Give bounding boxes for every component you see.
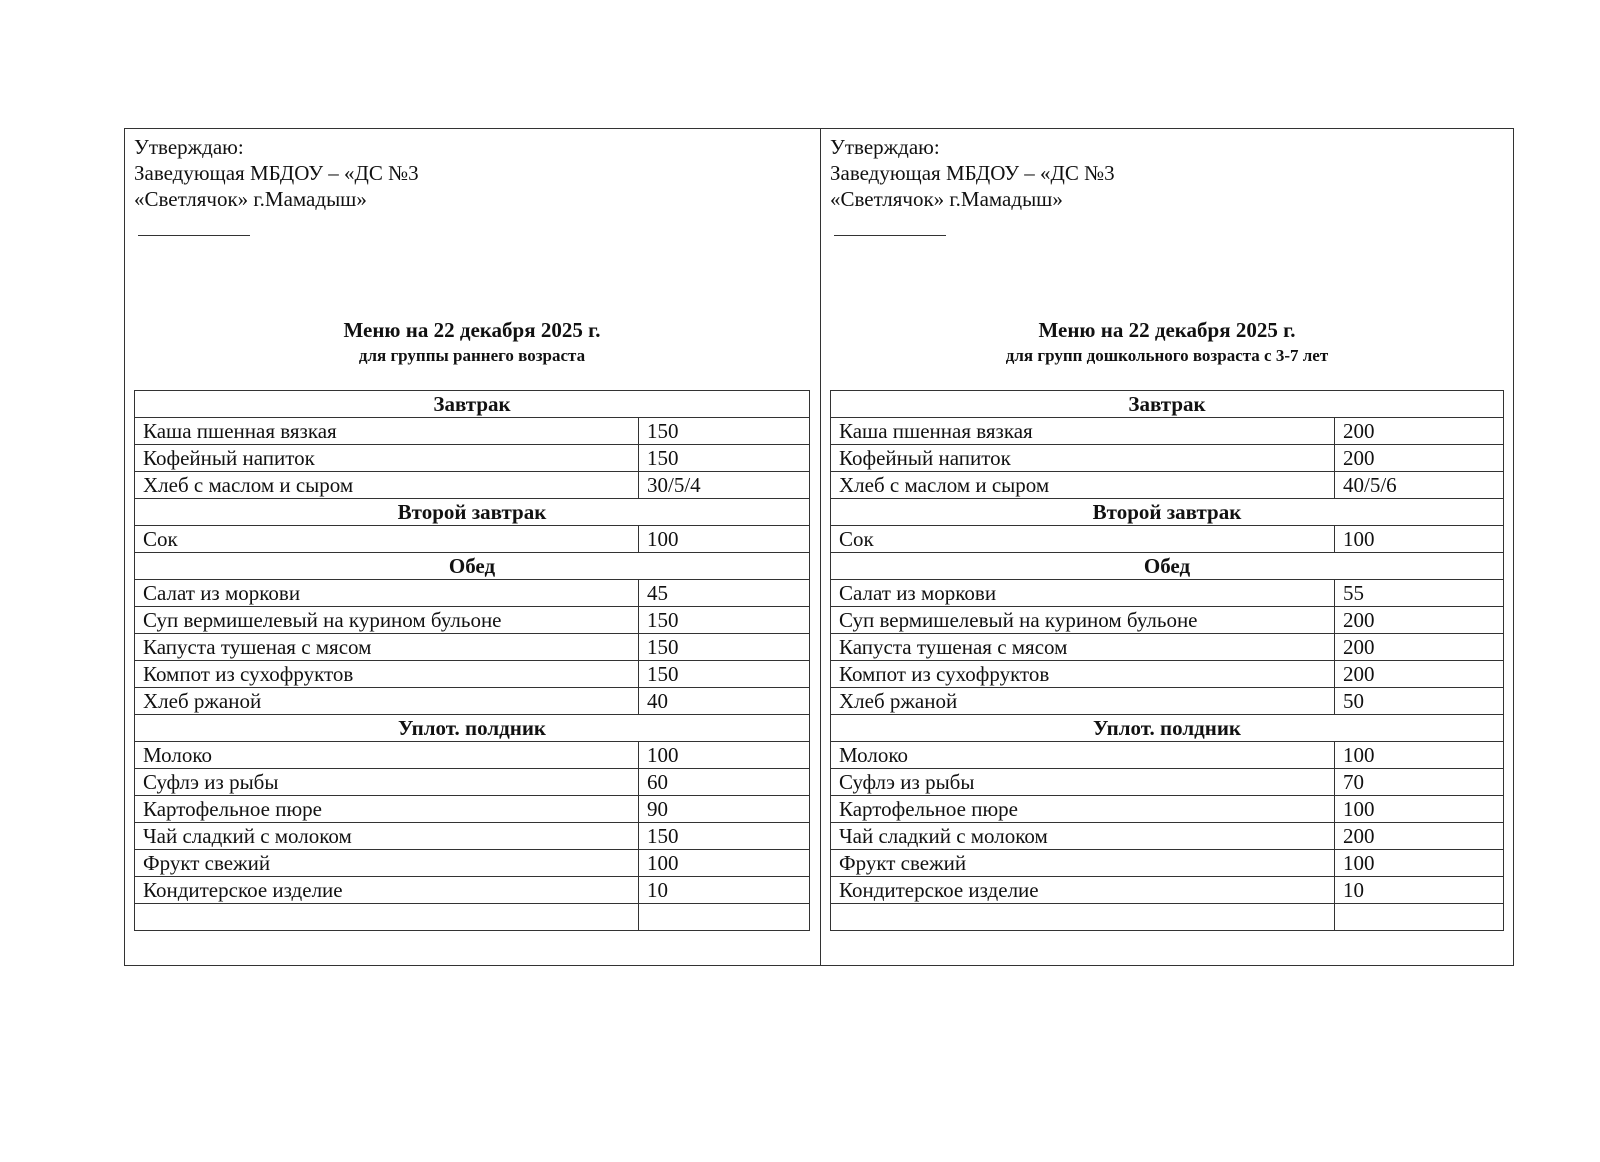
section-title: Завтрак	[831, 391, 1504, 418]
portion-value: 60	[639, 769, 810, 796]
table-row	[831, 661, 1504, 688]
portion-value: 100	[639, 742, 810, 769]
dish-name: Кондитерское изделие	[135, 877, 639, 904]
dish-name: Кондитерское изделие	[831, 877, 1335, 904]
dish-name: Каша пшенная вязкая	[831, 418, 1335, 445]
table-row	[135, 661, 810, 688]
approval-line: Заведующая МБДОУ – «ДС №3	[134, 161, 419, 185]
table-row	[831, 607, 1504, 634]
menu-table	[830, 390, 1504, 931]
section-header-row	[831, 391, 1504, 418]
table-row	[135, 634, 810, 661]
table-row	[135, 526, 810, 553]
table-row	[831, 445, 1504, 472]
portion-value: 55	[1335, 580, 1504, 607]
portion-value: 150	[639, 418, 810, 445]
portion-value: 100	[1335, 526, 1504, 553]
portion-value: 100	[639, 850, 810, 877]
dish-name: Молоко	[135, 742, 639, 769]
table-row	[831, 472, 1504, 499]
dish-name: Компот из сухофруктов	[831, 661, 1335, 688]
portion-value: 100	[1335, 742, 1504, 769]
portion-value: 200	[1335, 634, 1504, 661]
dish-name: Суфлэ из рыбы	[135, 769, 639, 796]
approval-line: Утверждаю:	[134, 135, 244, 159]
dish-name	[831, 904, 1335, 931]
dish-name: Фрукт свежий	[135, 850, 639, 877]
portion-value: 200	[1335, 418, 1504, 445]
portion-value: 150	[639, 445, 810, 472]
section-header-row	[831, 553, 1504, 580]
table-row	[135, 418, 810, 445]
portion-value: 30/5/4	[639, 472, 810, 499]
portion-value: 40	[639, 688, 810, 715]
table-row	[831, 418, 1504, 445]
portion-value: 100	[639, 526, 810, 553]
dish-name: Молоко	[831, 742, 1335, 769]
portion-value: 90	[639, 796, 810, 823]
dish-name: Сок	[831, 526, 1335, 553]
section-header-row	[135, 391, 810, 418]
dish-name: Картофельное пюре	[135, 796, 639, 823]
table-row	[135, 607, 810, 634]
dish-name: Компот из сухофруктов	[135, 661, 639, 688]
table-row	[135, 769, 810, 796]
portion-value: 10	[639, 877, 810, 904]
section-header-row	[135, 499, 810, 526]
section-header-row	[135, 553, 810, 580]
approval-line: Заведующая МБДОУ – «ДС №3	[830, 161, 1115, 185]
table-row	[135, 580, 810, 607]
panel-divider	[820, 128, 821, 966]
menu-title: Меню на 22 декабря 2025 г.	[1038, 318, 1296, 342]
section-title: Второй завтрак	[135, 499, 810, 526]
portion-value	[639, 904, 810, 931]
menu-subtitle: для групп дошкольного возраста с 3-7 лет	[1005, 346, 1329, 365]
dish-name: Салат из моркови	[135, 580, 639, 607]
portion-value: 45	[639, 580, 810, 607]
portion-value: 70	[1335, 769, 1504, 796]
table-row	[135, 742, 810, 769]
section-header-row	[831, 715, 1504, 742]
table-row	[831, 877, 1504, 904]
approval-block	[830, 134, 1115, 212]
section-header-row	[831, 499, 1504, 526]
portion-value: 150	[639, 661, 810, 688]
section-title: Завтрак	[135, 391, 810, 418]
dish-name	[135, 904, 639, 931]
dish-name: Суфлэ из рыбы	[831, 769, 1335, 796]
dish-name: Кофейный напиток	[831, 445, 1335, 472]
dish-name: Кофейный напиток	[135, 445, 639, 472]
portion-value: 40/5/6	[1335, 472, 1504, 499]
portion-value: 200	[1335, 661, 1504, 688]
table-row	[135, 796, 810, 823]
section-title: Обед	[135, 553, 810, 580]
portion-value: 100	[1335, 850, 1504, 877]
signature-line	[834, 235, 946, 236]
approval-line: «Светлячок» г.Мамадыш»	[134, 187, 367, 211]
table-row	[135, 823, 810, 850]
approval-line: «Светлячок» г.Мамадыш»	[830, 187, 1063, 211]
dish-name: Каша пшенная вязкая	[135, 418, 639, 445]
dish-name: Сок	[135, 526, 639, 553]
dish-name: Картофельное пюре	[831, 796, 1335, 823]
portion-value: 150	[639, 607, 810, 634]
table-row	[831, 823, 1504, 850]
approval-line: Утверждаю:	[830, 135, 940, 159]
table-row	[135, 445, 810, 472]
section-title: Второй завтрак	[831, 499, 1504, 526]
signature-line	[138, 235, 250, 236]
table-row	[135, 904, 810, 931]
menu-subtitle: для группы раннего возраста	[358, 346, 586, 365]
table-row	[135, 688, 810, 715]
table-row	[135, 850, 810, 877]
menu-table	[134, 390, 810, 931]
dish-name: Капуста тушеная с мясом	[831, 634, 1335, 661]
menu-title: Меню на 22 декабря 2025 г.	[343, 318, 601, 342]
dish-name: Чай сладкий с молоком	[135, 823, 639, 850]
dish-name: Хлеб с маслом и сыром	[831, 472, 1335, 499]
portion-value: 150	[639, 823, 810, 850]
portion-value	[1335, 904, 1504, 931]
table-row	[831, 769, 1504, 796]
section-title: Уплот. полдник	[831, 715, 1504, 742]
table-row	[831, 796, 1504, 823]
section-header-row	[135, 715, 810, 742]
dish-name: Чай сладкий с молоком	[831, 823, 1335, 850]
table-row	[831, 580, 1504, 607]
portion-value: 10	[1335, 877, 1504, 904]
dish-name: Хлеб ржаной	[135, 688, 639, 715]
portion-value: 150	[639, 634, 810, 661]
dish-name: Хлеб с маслом и сыром	[135, 472, 639, 499]
dish-name: Капуста тушеная с мясом	[135, 634, 639, 661]
dish-name: Салат из моркови	[831, 580, 1335, 607]
table-row	[831, 904, 1504, 931]
dish-name: Суп вермишелевый на курином бульоне	[135, 607, 639, 634]
portion-value: 200	[1335, 445, 1504, 472]
dish-name: Фрукт свежий	[831, 850, 1335, 877]
portion-value: 200	[1335, 823, 1504, 850]
table-row	[831, 526, 1504, 553]
portion-value: 200	[1335, 607, 1504, 634]
table-row	[831, 850, 1504, 877]
dish-name: Хлеб ржаной	[831, 688, 1335, 715]
table-row	[831, 688, 1504, 715]
table-row	[135, 877, 810, 904]
table-row	[135, 472, 810, 499]
table-row	[831, 634, 1504, 661]
approval-block	[134, 134, 419, 212]
section-title: Обед	[831, 553, 1504, 580]
dish-name: Суп вермишелевый на курином бульоне	[831, 607, 1335, 634]
section-title: Уплот. полдник	[135, 715, 810, 742]
portion-value: 50	[1335, 688, 1504, 715]
table-row	[831, 742, 1504, 769]
portion-value: 100	[1335, 796, 1504, 823]
